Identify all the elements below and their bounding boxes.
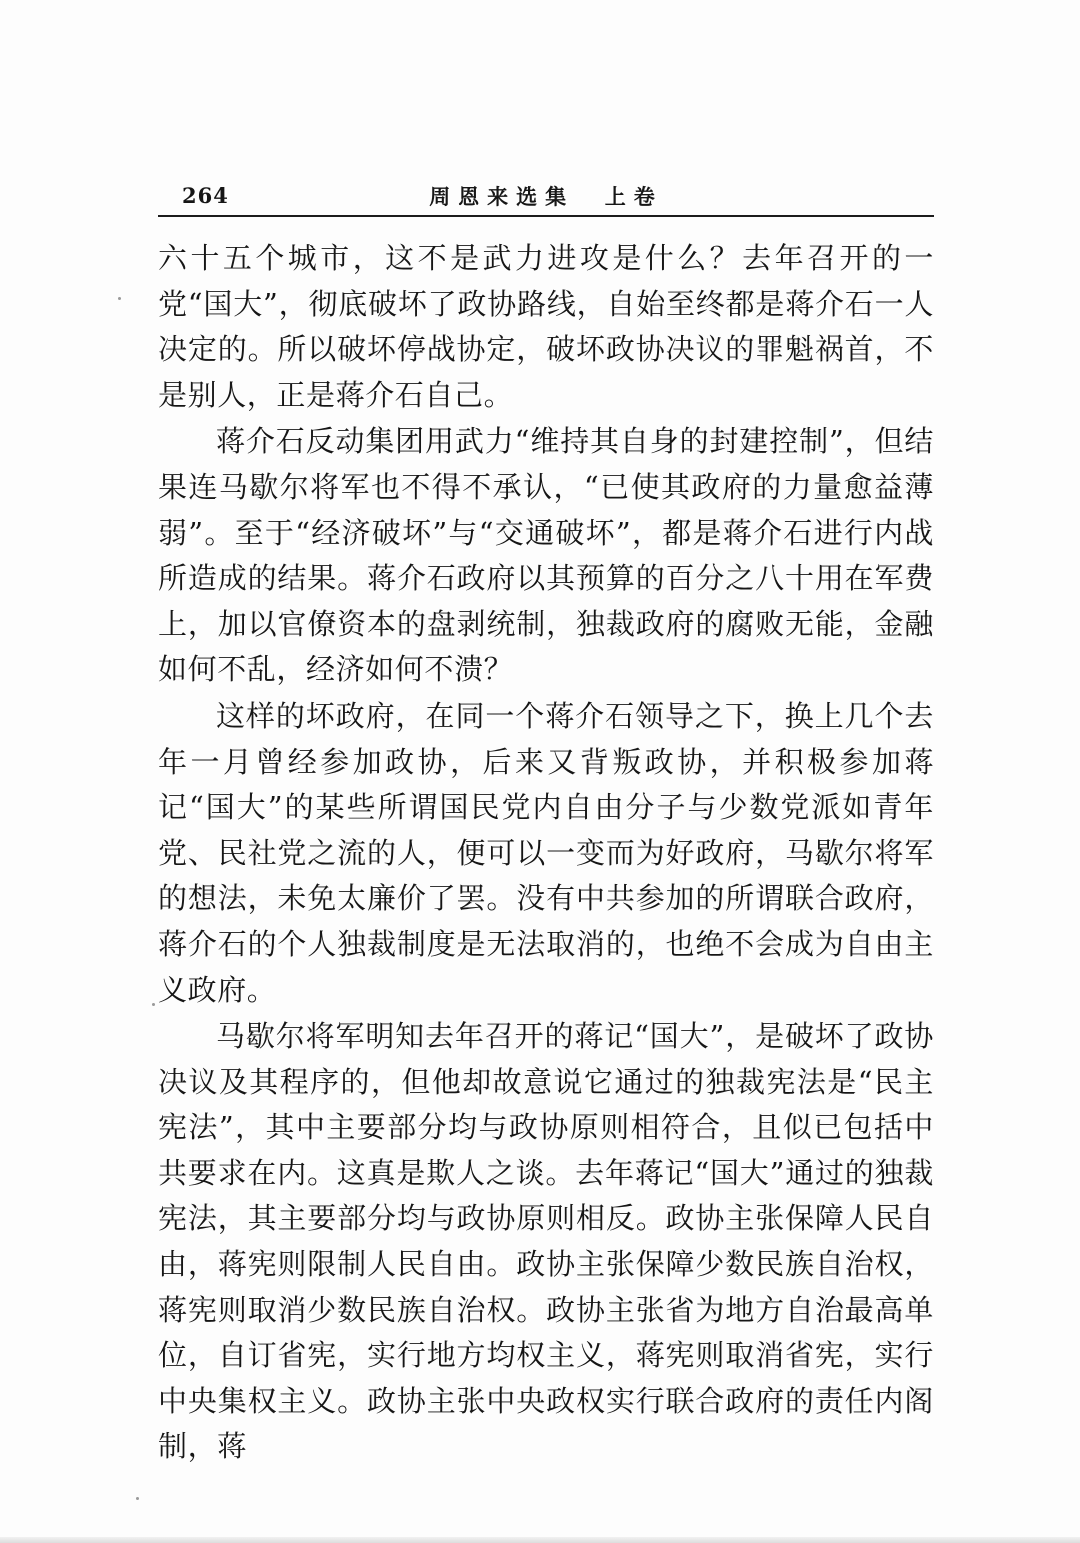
header-rule: [158, 215, 934, 217]
scan-speck: [118, 297, 121, 300]
paragraph: 马歇尔将军明知去年召开的蒋记“国大”，是破坏了政协决议及其程序的，但他却故意说它通过的独裁宪法是“民主宪法”，其中主要部分均与政协原则相符合，且似已包括中共要求在内。这真是欺人之谈。去年蒋记“国大”通过的独裁宪法，其主要部分均与政协原则相反。政协主张保障人民自由，蒋宪则限制人民自由。政协主张保障少数民族自治权，蒋宪则取消少数民族自治权。政协主张省为地方自治最高单位，自订省宪，实行地方均权主义，蒋宪则取消省宪，实行中央集权主义。政协主张中央政权实行联合政府的责任内阁制，蒋: [158, 1019, 934, 1464]
scan-speck: [136, 1497, 139, 1500]
scan-speck: [152, 1003, 155, 1006]
running-head: 周恩来选集 上卷: [429, 184, 663, 209]
page-number: 264: [182, 183, 229, 208]
page-edge: [0, 1537, 1080, 1543]
paragraph: 六十五个城市，这不是武力进攻是什么？去年召开的一党“国大”，彻底破坏了政协路线，自始至终都是蒋介石一人决定的。所以破坏停战协定，破坏政协决议的罪魁祸首，不是别人，正是蒋介石自己。: [158, 241, 934, 412]
paragraph: 蒋介石反动集团用武力“维持其自身的封建控制”，但结果连马歇尔将军也不得不承认，“已使其政府的力量愈益薄弱”。至于“经济破坏”与“交通破坏”，都是蒋介石进行内战所造成的结果。蒋介石政府以其预算的百分之八十用在军费上，加以官僚资本的盘剥统制，独裁政府的腐败无能，金融如何不乱，经济如何不溃？: [158, 424, 934, 687]
paragraph: 这样的坏政府，在同一个蒋介石领导之下，换上几个去年一月曾经参加政协，后来又背叛政协，并积极参加蒋记“国大”的某些所谓国民党内自由分子与少数党派如青年党、民社党之流的人，便可以一变而为好政府，马歇尔将军的想法，未免太廉价了罢。没有中共参加的所谓联合政府，蒋介石的个人独裁制度是无法取消的，也绝不会成为自由主义政府。: [158, 698, 934, 1007]
page-header: [158, 181, 934, 215]
body-text: [158, 236, 934, 1470]
